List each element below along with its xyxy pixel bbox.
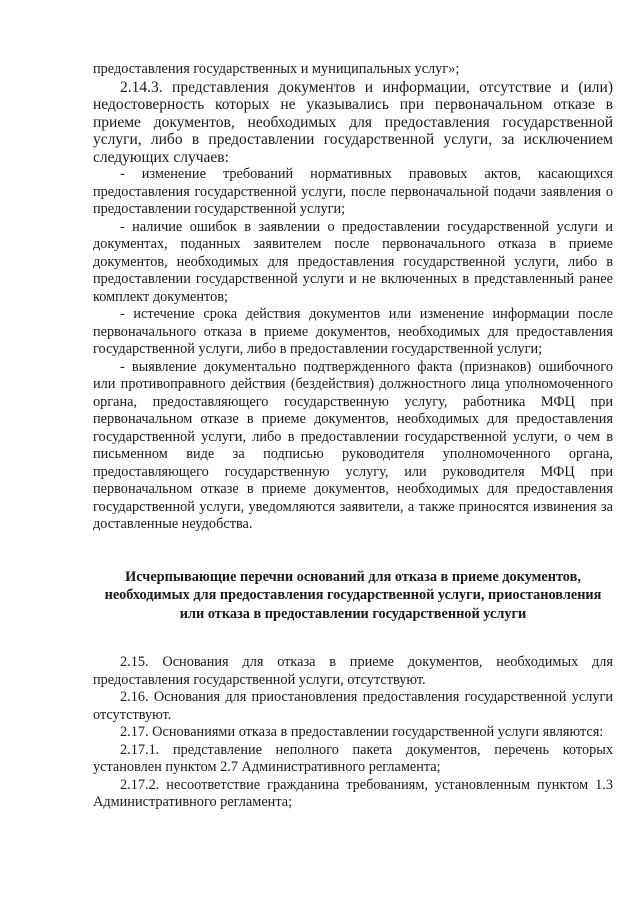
paragraph-continuation: предоставления государственных и муниципальных услуг»; xyxy=(93,61,460,77)
paragraph-2-17-1: 2.17.1. представление неполного пакета документов, перечень которых установлен пунктом 2.7 Административного регламента; xyxy=(93,741,613,775)
paragraph-item-change-requirements: - изменение требований нормативных правовых актов, касающихся предоставления государственной услуги, после первоначальной подачи заявления о предоставлении государственной услуги; xyxy=(93,166,613,217)
paragraph-item-violation: - выявление документально подтвержденного факта (признаков) ошибочного или противоправного действия (бездействия) должностного лица уполномоченного органа, предоставляющего государственную услугу, работника МФЦ при первоначальном отказе в приеме документов, необходимых для предоставления государственной услуги, либо в предоставлении государственной услуги, о чем в письменном виде за подписью руководителя уполномоченного органа, предоставляющего государственную услугу, или руководителя МФЦ при первоначальном отказе в приеме документов, необходимых для предоставления государственной услуги, уведомляются заявители, а также приносятся извинения за доставленные неудобства. xyxy=(93,358,613,532)
paragraph-2-17-2: 2.17.2. несоответствие гражданина требованиям, установленным пунктом 1.3 Административного регламента; xyxy=(93,776,613,810)
paragraph-2-16: 2.16. Основания для приостановления предоставления государственной услуги отсутствуют. xyxy=(93,689,613,723)
paragraph-2-17: 2.17. Основаниями отказа в предоставлении государственной услуги являются: xyxy=(120,724,604,740)
paragraph-2-15: 2.15. Основания для отказа в приеме документов, необходимых для предоставления государственной услуги, отсутствуют. xyxy=(93,654,613,688)
paragraph-item-expiration: - истечение срока действия документов или изменение информации после первоначального отказа в приеме документов, необходимых для предоставления государственной услуги, либо в предоставлении государственной услуги; xyxy=(93,306,613,357)
section-heading: Исчерпывающие перечни оснований для отказа в приеме документов, необходимых для предоставления государственной услуги, приостановления или отказа в предоставлении государственной услуги xyxy=(104,568,602,622)
paragraph-2-14-3: 2.14.3. представления документов и информации, отсутствие и (или) недостоверность которых не указывались при первоначальном отказе в приеме документов, необходимых для предоставления государственной услуги, либо в предоставлении государственной услуги, за исключением следующих случаев: xyxy=(93,78,613,166)
section-gap xyxy=(93,623,613,654)
document-body xyxy=(93,61,613,812)
paragraph-item-errors: - наличие ошибок в заявлении о предоставлении государственной услуги и документах, поданных заявителем после первоначального отказа в приеме документов, необходимых для предоставления государственной услуги, либо в предоставлении государственной услуги и не включенных в представленный ранее комплект документов; xyxy=(93,218,613,305)
